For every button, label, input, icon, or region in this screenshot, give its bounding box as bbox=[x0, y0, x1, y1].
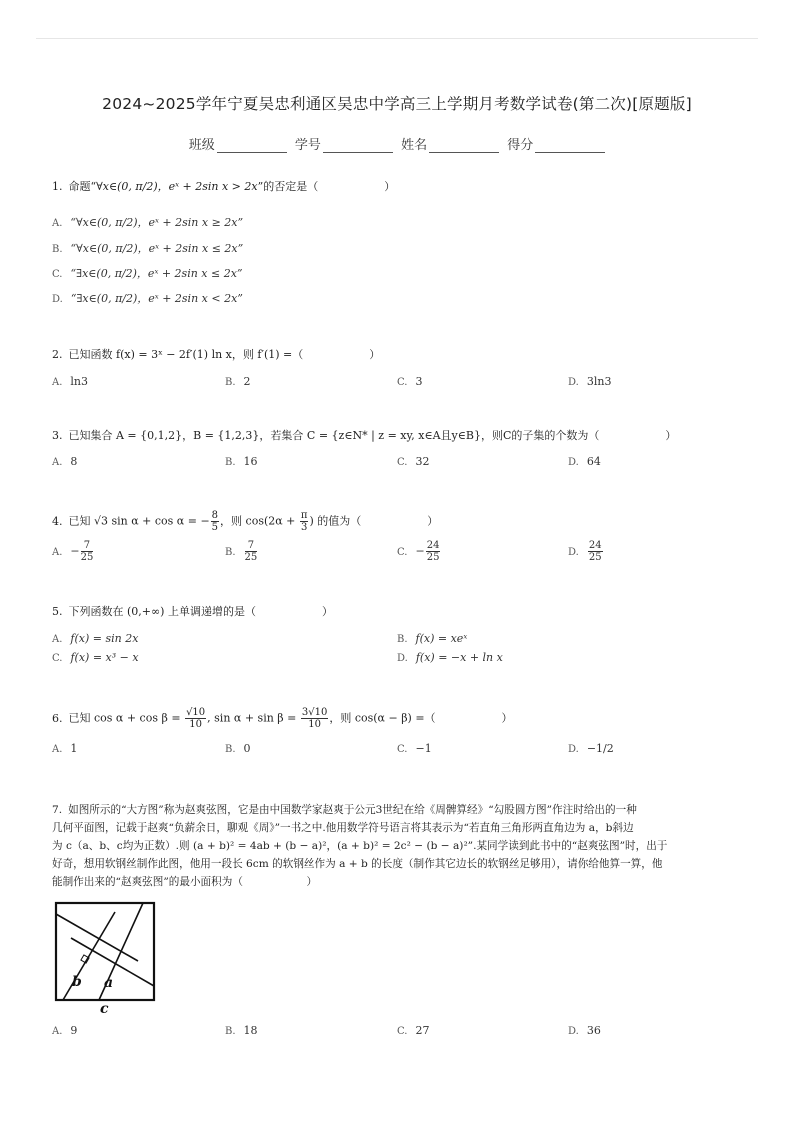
question-number: 6. bbox=[52, 711, 63, 725]
question-7-stem bbox=[52, 801, 742, 891]
option-text: 27 bbox=[415, 1024, 430, 1037]
fraction bbox=[300, 510, 309, 533]
option-c[interactable] bbox=[397, 742, 432, 755]
option-text: −1 bbox=[415, 742, 432, 755]
option-label: B. bbox=[225, 546, 236, 558]
numerator: π bbox=[300, 510, 308, 521]
option-text: 16 bbox=[243, 455, 258, 468]
fraction bbox=[211, 510, 219, 533]
fraction bbox=[185, 707, 206, 730]
question-1-stem bbox=[52, 180, 395, 194]
score-blank[interactable] bbox=[535, 140, 605, 153]
numerator: √10 bbox=[186, 707, 206, 718]
option-text: 36 bbox=[586, 1024, 601, 1037]
option-label: B. bbox=[225, 1026, 236, 1037]
question-text: ) 的值为（ ） bbox=[309, 514, 439, 528]
question-number: 3. bbox=[52, 429, 63, 442]
fraction bbox=[588, 540, 603, 563]
option-text: −1/2 bbox=[586, 742, 614, 755]
option-text: 64 bbox=[586, 455, 601, 468]
question-math: ∀x∈(0, π/2)，eˣ + 2sin x > 2x bbox=[96, 180, 258, 193]
student-id-label: 学号 bbox=[294, 138, 321, 153]
option-label: C. bbox=[52, 269, 63, 280]
option-b[interactable] bbox=[397, 632, 467, 645]
header-divider bbox=[36, 38, 758, 39]
guide-line bbox=[56, 903, 124, 1000]
student-id-blank[interactable] bbox=[323, 140, 393, 153]
question-6-stem bbox=[52, 707, 513, 730]
option-b[interactable] bbox=[225, 1024, 258, 1037]
option-text: f(x) = xeˣ bbox=[415, 632, 468, 645]
question-text: ，则 cos(2α + bbox=[220, 514, 299, 528]
option-d[interactable] bbox=[568, 1024, 601, 1037]
label-a: a bbox=[104, 975, 114, 991]
option-d[interactable] bbox=[52, 290, 243, 306]
denominator: 10 bbox=[189, 719, 202, 730]
question-number: 1. bbox=[52, 180, 63, 193]
option-a[interactable] bbox=[52, 375, 88, 388]
denominator: 5 bbox=[211, 522, 219, 533]
option-d[interactable] bbox=[397, 651, 503, 664]
option-d[interactable] bbox=[568, 742, 614, 755]
question-text: 命题“ bbox=[68, 180, 97, 193]
name-blank[interactable] bbox=[429, 140, 499, 153]
option-text: f(x) = −x + ln x bbox=[415, 651, 503, 664]
question-line: 能制作出来的“赵爽弦图”的最小面积为（ ） bbox=[52, 876, 318, 888]
option-a[interactable] bbox=[52, 540, 94, 563]
question-text: 已知 cos α + cos β = bbox=[68, 711, 185, 725]
option-label: D. bbox=[568, 377, 579, 388]
denominator: 25 bbox=[588, 552, 602, 563]
option-label: C. bbox=[397, 457, 408, 468]
label-c: c bbox=[100, 1001, 109, 1017]
option-label: A. bbox=[52, 634, 63, 645]
question-text: 下列函数在 (0,+∞) 上单调递增的是（ ） bbox=[68, 605, 333, 618]
fraction bbox=[245, 540, 258, 563]
question-text: 如图所示的“大方图”称为赵爽弦图，它是由中国数学家赵爽于公元3世纪在给《周髀算经》“勾股圆方图”作注时给出的一种 bbox=[68, 804, 637, 816]
question-number: 2. bbox=[52, 348, 63, 361]
option-label: B. bbox=[225, 377, 236, 388]
numerator: 3√10 bbox=[301, 707, 328, 718]
option-text: 3ln3 bbox=[586, 375, 612, 388]
option-d[interactable] bbox=[568, 455, 601, 468]
denominator: 25 bbox=[244, 552, 258, 563]
question-line: 为 c（a、b、c均为正数）.则 (a + b)² = 4ab + (b − a)²，(a + b)² = 2c² − (b − a)²”.某同学读到此书中的“赵爽弦图”时，出于 bbox=[52, 840, 668, 852]
question-line: 好奇，想用软钢丝制作此图，他用一段长 6cm 的软钢丝作为 a + b 的长度（制作其它边长的软钢丝足够用），请你给他算一算，他 bbox=[52, 858, 663, 870]
option-label: C. bbox=[397, 377, 408, 388]
denominator: 25 bbox=[426, 552, 440, 563]
option-c[interactable] bbox=[397, 1024, 429, 1037]
numerator: 24 bbox=[588, 540, 602, 551]
option-text: ln3 bbox=[70, 375, 89, 388]
option-b[interactable] bbox=[225, 540, 258, 563]
option-sign: − bbox=[70, 544, 80, 558]
option-text: f(x) = x³ − x bbox=[70, 651, 139, 664]
question-text: 已知 √3 sin α + cos α = − bbox=[68, 514, 210, 528]
option-label: C. bbox=[397, 744, 408, 755]
option-label: B. bbox=[225, 457, 236, 468]
option-text: 8 bbox=[70, 455, 78, 468]
option-d[interactable] bbox=[568, 375, 611, 388]
denominator: 25 bbox=[80, 552, 94, 563]
score-label: 得分 bbox=[507, 138, 534, 153]
option-label: C. bbox=[52, 653, 63, 664]
option-text: 1 bbox=[70, 742, 78, 755]
option-text: 18 bbox=[243, 1024, 258, 1037]
option-label: A. bbox=[52, 744, 63, 755]
denominator: 10 bbox=[308, 719, 321, 730]
question-number: 5. bbox=[52, 605, 63, 618]
numerator: 8 bbox=[211, 510, 219, 521]
option-text: f(x) = sin 2x bbox=[70, 632, 139, 645]
option-label: C. bbox=[397, 1026, 408, 1037]
option-text: “∃x∈(0, π/2)，eˣ + 2sin x < 2x” bbox=[70, 292, 243, 305]
question-text: 已知函数 f(x) = 3ˣ − 2f′(1) ln x，则 f′(1) =（ ） bbox=[68, 348, 381, 361]
option-c[interactable] bbox=[52, 651, 139, 664]
option-c[interactable] bbox=[52, 265, 243, 281]
option-text: “∀x∈(0, π/2)，eˣ + 2sin x ≤ 2x” bbox=[70, 242, 244, 255]
numerator: 7 bbox=[245, 540, 258, 552]
question-line bbox=[52, 801, 742, 819]
class-label: 班级 bbox=[188, 138, 215, 153]
page-title: 2024~2025学年宁夏吴忠利通区吴忠中学高三上学期月考数学试卷(第二次)[原题版] bbox=[102, 95, 692, 113]
option-label: D. bbox=[568, 546, 579, 558]
option-label: B. bbox=[52, 244, 63, 255]
option-a[interactable] bbox=[52, 632, 138, 645]
student-info-fields bbox=[0, 134, 794, 153]
option-label: A. bbox=[52, 218, 63, 229]
label-b: b bbox=[72, 974, 82, 990]
option-d[interactable] bbox=[568, 540, 604, 563]
option-label: A. bbox=[52, 457, 63, 468]
numerator: 24 bbox=[426, 540, 440, 551]
option-b[interactable] bbox=[225, 455, 258, 468]
option-label: A. bbox=[52, 1026, 63, 1037]
option-c[interactable] bbox=[397, 540, 441, 563]
option-c[interactable] bbox=[397, 375, 422, 388]
option-c[interactable] bbox=[397, 455, 429, 468]
option-a[interactable] bbox=[52, 455, 77, 468]
option-label: D. bbox=[52, 294, 63, 305]
option-text: 0 bbox=[243, 742, 251, 755]
question-text: ，则 cos(α − β) =（ ） bbox=[329, 711, 513, 725]
option-b[interactable] bbox=[52, 240, 243, 256]
option-b[interactable] bbox=[225, 742, 251, 755]
question-text: 已知集合 A = {0,1,2}，B = {1,2,3}，若集合 C = {z∈N* | z = xy, x∈A且y∈B}，则C的子集的个数为（ ） bbox=[68, 429, 677, 442]
zhao-shuang-string-figure bbox=[52, 900, 158, 1018]
question-4-stem bbox=[52, 510, 438, 533]
option-text: 3 bbox=[415, 375, 423, 388]
question-number: 7. bbox=[52, 804, 63, 816]
option-label: C. bbox=[397, 546, 408, 558]
option-text: “∀x∈(0, π/2)，eˣ + 2sin x ≥ 2x” bbox=[70, 216, 244, 229]
option-sign: − bbox=[415, 544, 425, 558]
question-text: , sin α + sin β = bbox=[207, 711, 300, 725]
numerator: 7 bbox=[81, 540, 94, 552]
denominator: 3 bbox=[301, 522, 308, 533]
option-a[interactable] bbox=[52, 1024, 77, 1037]
fraction bbox=[426, 540, 441, 563]
fraction bbox=[81, 540, 94, 563]
option-label: D. bbox=[568, 1026, 579, 1037]
option-text: “∃x∈(0, π/2)，eˣ + 2sin x ≤ 2x” bbox=[70, 267, 243, 280]
question-number: 4. bbox=[52, 514, 63, 528]
option-label: D. bbox=[568, 744, 579, 755]
option-text: 32 bbox=[415, 455, 430, 468]
option-b[interactable] bbox=[225, 375, 251, 388]
option-label: B. bbox=[397, 634, 408, 645]
question-5-stem bbox=[52, 605, 333, 619]
fraction bbox=[301, 707, 328, 730]
question-2-stem bbox=[52, 348, 380, 362]
question-text: ”的否定是（ ） bbox=[257, 180, 396, 193]
option-label: D. bbox=[397, 653, 408, 664]
question-3-stem bbox=[52, 429, 676, 443]
option-label: A. bbox=[52, 546, 63, 558]
option-a[interactable] bbox=[52, 214, 243, 230]
class-blank[interactable] bbox=[217, 140, 287, 153]
option-text: 2 bbox=[243, 375, 251, 388]
question-line: 几何平面图，记载于赵爽“负薪余日，聊观《周》”一书之中.他用数学符号语言将其表示为“若直角三角形两直角边为 a，b斜边 bbox=[52, 822, 634, 834]
option-label: D. bbox=[568, 457, 579, 468]
name-label: 姓名 bbox=[401, 138, 428, 153]
option-a[interactable] bbox=[52, 742, 77, 755]
option-text: 9 bbox=[70, 1024, 78, 1037]
option-label: A. bbox=[52, 377, 63, 388]
option-label: B. bbox=[225, 744, 236, 755]
